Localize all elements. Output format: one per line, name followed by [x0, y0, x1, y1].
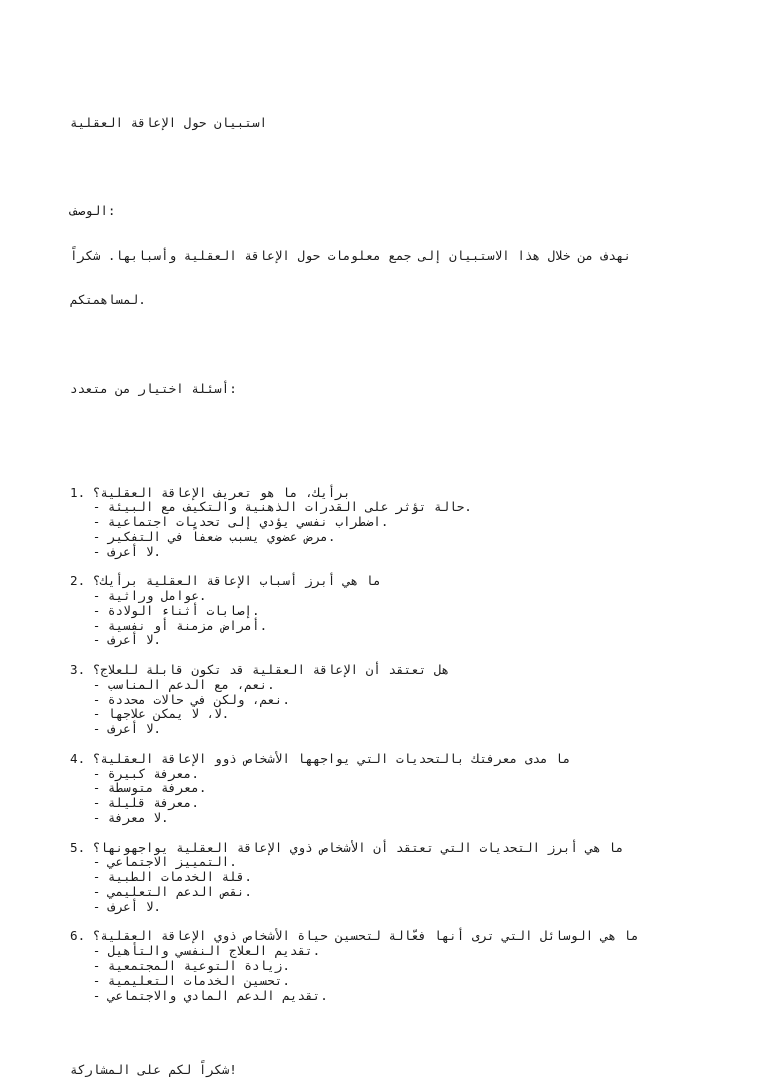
answer-option	[70, 722, 710, 737]
option-text: تقديم الدعم المادي والاجتماعي.	[107, 987, 328, 1003]
answer-option	[70, 707, 710, 722]
option-text: نقص الدعم التعليمي.	[107, 884, 252, 900]
option-text: نعم، ولكن في حالات محددة.	[107, 691, 290, 707]
option-bullet: -	[70, 943, 108, 959]
option-bullet: -	[70, 528, 108, 544]
option-text: أمراض مزمنة أو نفسية.	[107, 617, 268, 633]
option-bullet: -	[70, 617, 108, 633]
question-row	[70, 929, 710, 944]
option-bullet: -	[70, 780, 108, 796]
question-number: 1.	[70, 484, 86, 500]
option-text: لا أعرف.	[107, 898, 162, 914]
answer-option	[70, 530, 710, 545]
question-text: ما مدى معرفتك بالتحديات التي يواجهها الأشخاص ذوو الإعاقة العقلية؟	[92, 750, 571, 766]
answer-option	[70, 604, 710, 619]
answer-option	[70, 589, 710, 604]
question-row	[70, 752, 710, 767]
option-bullet: -	[70, 706, 108, 722]
document-title: استبيان حول الإعاقة العقلية	[70, 114, 268, 130]
option-bullet: -	[70, 795, 108, 811]
answer-option	[70, 678, 710, 693]
description-line-1: نهدف من خلال هذا الاستبيان إلى جمع معلومات حول الإعاقة العقلية وأسبابها. شكراً	[70, 247, 632, 263]
answer-option	[70, 500, 710, 515]
option-bullet: -	[70, 958, 108, 974]
question-number: 5.	[70, 839, 86, 855]
option-text: لا أعرف.	[107, 721, 162, 737]
question-row	[70, 663, 710, 678]
question-block	[70, 841, 710, 930]
answer-option	[70, 515, 710, 530]
option-text: قلة الخدمات الطبية.	[107, 869, 252, 885]
option-text: اضطراب نفسي يؤدي إلى تحديات اجتماعية.	[107, 514, 389, 530]
option-text: تحسين الخدمات التعليمية.	[107, 972, 290, 988]
answer-option	[70, 944, 710, 959]
option-text: لا أعرف.	[107, 543, 162, 559]
answer-option	[70, 619, 710, 634]
question-number: 4.	[70, 750, 86, 766]
answer-option	[70, 855, 710, 870]
option-bullet: -	[70, 691, 108, 707]
option-bullet: -	[70, 854, 108, 870]
option-text: حالة تؤثر على القدرات الذهنية والتكيف مع البيئة.	[107, 499, 472, 515]
option-text: مرض عضوي يسبب ضعفاً في التفكير.	[107, 528, 336, 544]
option-text: لا، لا يمكن علاجها.	[107, 706, 230, 722]
option-text: معرفة قليلة.	[107, 795, 199, 811]
question-block	[70, 663, 710, 752]
question-row	[70, 574, 710, 589]
answer-option	[70, 781, 710, 796]
option-bullet: -	[70, 543, 108, 559]
option-bullet: -	[70, 765, 108, 781]
question-number: 3.	[70, 662, 86, 678]
option-text: التمييز الاجتماعي.	[107, 854, 237, 870]
question-number: 6.	[70, 928, 86, 944]
answer-option	[70, 811, 710, 826]
option-text: معرفة كبيرة.	[107, 765, 199, 781]
question-row	[70, 486, 710, 501]
option-bullet: -	[70, 898, 108, 914]
option-bullet: -	[70, 588, 108, 604]
question-text: هل تعتقد أن الإعاقة العقلية قد تكون قابلة للعلاج؟	[92, 662, 450, 678]
question-block	[70, 752, 710, 841]
answer-option	[70, 870, 710, 885]
answer-option	[70, 959, 710, 974]
question-text: ما هي الوسائل التي ترى أنها فعّالة لتحسين حياة الأشخاص ذوي الإعاقة العقلية؟	[92, 928, 639, 944]
section-heading: أسئلة اختيار من متعدد:	[70, 380, 237, 396]
answer-option	[70, 545, 710, 560]
question-block	[70, 929, 710, 1018]
option-bullet: -	[70, 632, 108, 648]
option-bullet: -	[70, 499, 108, 515]
option-text: نعم، مع الدعم المناسب.	[107, 676, 275, 692]
option-text: إصابات أثناء الولادة.	[107, 602, 260, 618]
question-block	[70, 486, 710, 575]
option-bullet: -	[70, 987, 108, 1003]
option-bullet: -	[70, 721, 108, 737]
description-line-2: لمساهمتكم.	[70, 292, 146, 308]
option-text: معرفة متوسطة.	[107, 780, 207, 796]
answer-option	[70, 989, 710, 1004]
answer-option	[70, 796, 710, 811]
option-bullet: -	[70, 869, 108, 885]
option-bullet: -	[70, 602, 108, 618]
option-bullet: -	[70, 514, 108, 530]
option-text: زيادة التوعية المجتمعية.	[107, 958, 290, 974]
option-bullet: -	[70, 884, 108, 900]
option-bullet: -	[70, 810, 108, 826]
answer-option	[70, 900, 710, 915]
answer-option	[70, 693, 710, 708]
question-block	[70, 574, 710, 663]
closing-text: شكراً لكم على المشاركة!	[70, 1061, 237, 1077]
question-text: ما هي أبرز التحديات التي تعتقد أن الأشخاص ذوي الإعاقة العقلية يواجهونها؟	[92, 839, 624, 855]
description-label: الوصف:	[70, 203, 116, 219]
option-bullet: -	[70, 676, 108, 692]
option-bullet: -	[70, 972, 108, 988]
answer-option	[70, 767, 710, 782]
question-number: 2.	[70, 573, 86, 589]
question-list	[70, 486, 710, 1019]
option-text: لا معرفة.	[107, 810, 169, 826]
answer-option	[70, 885, 710, 900]
answer-option	[70, 974, 710, 989]
question-text: برأيك، ما هو تعريف الإعاقة العقلية؟	[92, 484, 351, 500]
document-page	[70, 86, 710, 1092]
question-text: ما هي أبرز أسباب الإعاقة العقلية برأيك؟	[92, 573, 381, 589]
question-row	[70, 841, 710, 856]
option-text: لا أعرف.	[107, 632, 162, 648]
option-text: عوامل وراثية.	[107, 588, 207, 604]
option-text: تقديم العلاج النفسي والتأهيل.	[107, 943, 321, 959]
answer-option	[70, 633, 710, 648]
